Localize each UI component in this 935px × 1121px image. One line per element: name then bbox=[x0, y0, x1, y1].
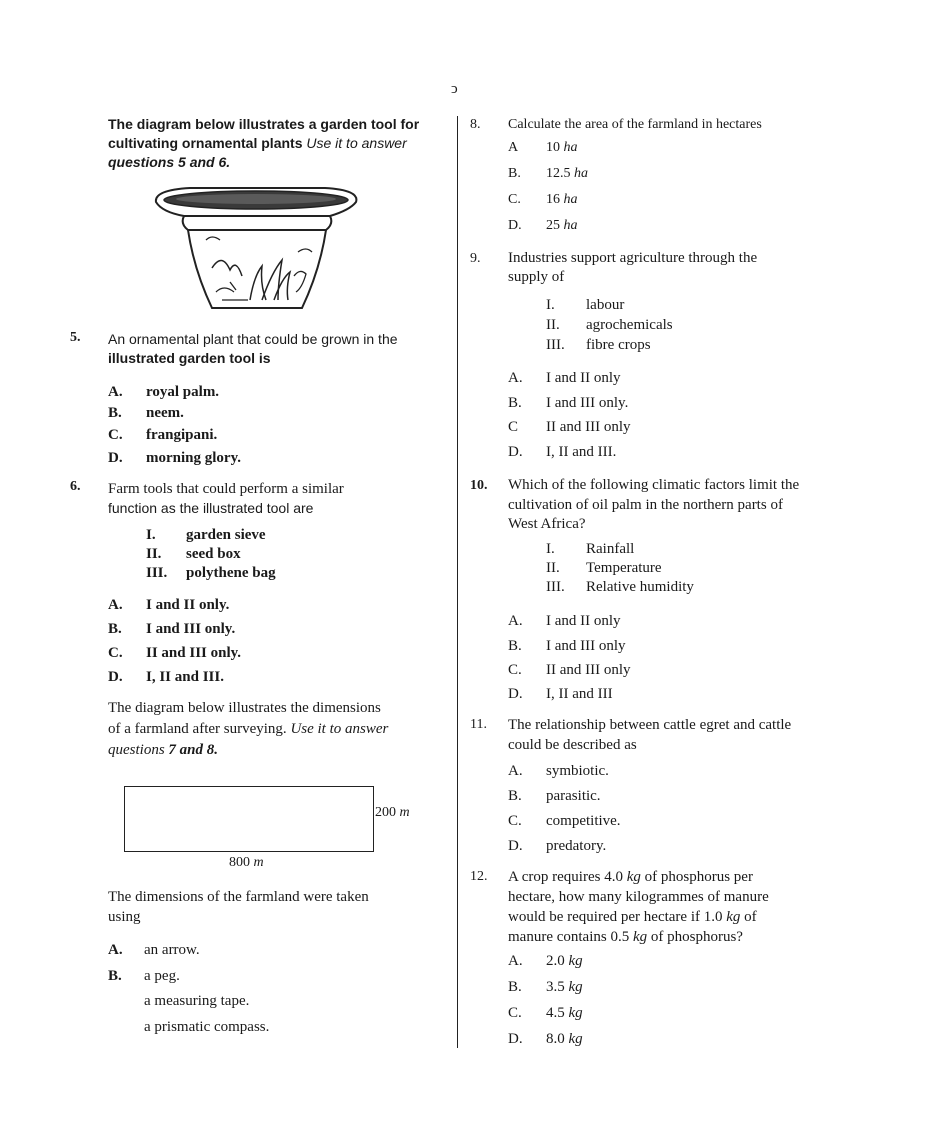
question-9-stem bbox=[508, 249, 908, 287]
option-text: II and III only bbox=[546, 662, 631, 678]
intro-instruction: questions bbox=[108, 742, 165, 758]
option-label: C. bbox=[108, 427, 123, 443]
option-value: 10 bbox=[546, 140, 560, 155]
roman-label: III. bbox=[146, 565, 168, 581]
stem-unit: kg bbox=[626, 869, 641, 885]
page-mark: ↄ bbox=[451, 81, 458, 97]
option-unit: kg bbox=[568, 1005, 583, 1021]
intro-q5-q6 bbox=[108, 115, 453, 172]
option-label: B. bbox=[108, 405, 122, 421]
farmland-width-label bbox=[229, 853, 264, 872]
option-text: an arrow. bbox=[144, 942, 200, 958]
stem-text: manure contains 0.5 bbox=[508, 929, 630, 945]
option-label: C. bbox=[508, 192, 521, 207]
stem-line: Farm tools that could perform a similar bbox=[108, 481, 344, 497]
roman-label: II. bbox=[546, 560, 560, 576]
option-value: 4.5 bbox=[546, 1005, 565, 1021]
option-unit: ha bbox=[563, 140, 578, 155]
stem-text: of phosphorus? bbox=[650, 929, 743, 945]
option-label: B. bbox=[108, 968, 122, 984]
option-label: A. bbox=[508, 613, 523, 629]
option-text: I and II only bbox=[546, 370, 621, 386]
option-label: B. bbox=[508, 166, 521, 181]
intro-instruction: 5 and 6. bbox=[178, 154, 231, 170]
roman-label: II. bbox=[146, 546, 162, 562]
option-text bbox=[546, 138, 578, 157]
option-label: D. bbox=[508, 838, 523, 854]
option-text bbox=[546, 190, 578, 209]
option-text: a prismatic compass. bbox=[144, 1019, 270, 1035]
farmland-rectangle bbox=[124, 786, 374, 852]
option-text: competitive. bbox=[546, 813, 621, 829]
farmland-height-label bbox=[375, 803, 410, 822]
option-label: A. bbox=[108, 384, 123, 400]
intro-q7-q8 bbox=[108, 698, 453, 761]
option-text: royal palm. bbox=[146, 384, 220, 400]
option-unit: kg bbox=[568, 953, 583, 969]
question-12-number: 12. bbox=[470, 869, 488, 884]
option-text bbox=[546, 164, 588, 183]
roman-text: garden sieve bbox=[186, 527, 266, 543]
option-label: A bbox=[508, 140, 519, 155]
stem-line bbox=[508, 907, 908, 927]
stem-line bbox=[508, 927, 908, 947]
intro-line bbox=[108, 719, 453, 740]
option-label: B. bbox=[508, 788, 522, 804]
roman-text: agrochemicals bbox=[586, 317, 673, 333]
option-text: I and II only. bbox=[146, 597, 230, 613]
option-text: predatory. bbox=[546, 838, 607, 854]
intro-line bbox=[108, 134, 453, 153]
option-text bbox=[546, 952, 583, 971]
intro-instruction: 7 and 8. bbox=[168, 742, 219, 758]
stem-text: A crop requires 4.0 bbox=[508, 869, 623, 885]
intro-line: The diagram below illustrates the dimensions bbox=[108, 700, 381, 716]
option-value: 25 bbox=[546, 218, 560, 233]
stem-line: Which of the following climatic factors limit the bbox=[508, 477, 800, 493]
option-unit: kg bbox=[568, 979, 583, 995]
stem-line: illustrated garden tool is bbox=[108, 350, 271, 366]
option-value: 16 bbox=[546, 192, 560, 207]
question-7-stem bbox=[108, 887, 453, 927]
roman-label: II. bbox=[546, 317, 560, 333]
option-text: morning glory. bbox=[146, 450, 242, 466]
roman-text: polythene bag bbox=[186, 565, 276, 581]
option-text: I, II and III bbox=[546, 686, 613, 702]
roman-text: Rainfall bbox=[586, 541, 635, 557]
option-unit: ha bbox=[563, 192, 578, 207]
roman-text: seed box bbox=[186, 546, 241, 562]
option-unit: ha bbox=[563, 218, 578, 233]
roman-text: Temperature bbox=[586, 560, 662, 576]
option-text: I and II only bbox=[546, 613, 621, 629]
option-label: D. bbox=[508, 686, 523, 702]
option-text: I, II and III. bbox=[146, 669, 224, 685]
option-unit: kg bbox=[568, 1031, 583, 1047]
option-label: C. bbox=[508, 662, 522, 678]
option-label: C. bbox=[508, 813, 522, 829]
option-value: 12.5 bbox=[546, 166, 571, 181]
option-text: II and III only bbox=[546, 419, 631, 435]
question-9-number: 9. bbox=[470, 251, 481, 266]
garden-pot-diagram bbox=[150, 180, 365, 320]
option-label: A. bbox=[508, 953, 523, 969]
option-text: a measuring tape. bbox=[144, 993, 250, 1009]
option-label: D. bbox=[508, 444, 523, 460]
stem-line: supply of bbox=[508, 269, 565, 285]
question-8-stem: Calculate the area of the farmland in hectares bbox=[508, 117, 762, 132]
roman-text: fibre crops bbox=[586, 337, 651, 353]
intro-instruction: questions bbox=[108, 154, 175, 170]
stem-line: could be described as bbox=[508, 737, 637, 753]
option-text: a peg. bbox=[144, 968, 180, 984]
stem-line: The relationship between cattle egret and cattle bbox=[508, 717, 792, 733]
option-label: A. bbox=[508, 370, 523, 386]
intro-text: cultivating ornamental plants bbox=[108, 135, 303, 151]
roman-label: III. bbox=[546, 579, 565, 595]
height-value: 200 bbox=[375, 805, 396, 820]
option-label: A. bbox=[508, 763, 523, 779]
intro-instruction: Use it to answer bbox=[290, 721, 389, 737]
stem-line: hectare, how many kilogrammes of manure bbox=[508, 889, 769, 905]
stem-line: West Africa? bbox=[508, 516, 586, 532]
option-value: 3.5 bbox=[546, 979, 565, 995]
stem-line: cultivation of oil palm in the northern parts of bbox=[508, 496, 783, 513]
question-5-stem bbox=[108, 330, 453, 368]
question-6-stem bbox=[108, 480, 453, 518]
question-10-stem bbox=[508, 476, 908, 535]
stem-text: of phosphorus per bbox=[644, 869, 753, 885]
stem-line: function as the illustrated tool are bbox=[108, 500, 314, 516]
option-text: I and III only bbox=[546, 638, 626, 654]
stem-line: An ornamental plant that could be grown in the bbox=[108, 331, 398, 347]
intro-instruction: Use it to answer bbox=[306, 135, 407, 151]
roman-label: I. bbox=[546, 541, 555, 557]
question-5-number: 5. bbox=[70, 330, 81, 345]
question-8-number: 8. bbox=[470, 117, 481, 132]
option-text: parasitic. bbox=[546, 788, 601, 804]
option-text bbox=[546, 1004, 583, 1023]
option-value: 2.0 bbox=[546, 953, 565, 969]
question-12-stem bbox=[508, 867, 908, 947]
option-label: B. bbox=[508, 979, 522, 995]
option-text: neem. bbox=[146, 405, 184, 421]
option-label: D. bbox=[508, 218, 522, 233]
option-unit: ha bbox=[574, 166, 588, 181]
roman-label: I. bbox=[146, 527, 156, 543]
option-text: I and III only. bbox=[146, 621, 236, 637]
width-value: 800 bbox=[229, 855, 250, 870]
intro-line: The diagram below illustrates a garden tool for bbox=[108, 116, 420, 132]
stem-text: of bbox=[744, 909, 757, 925]
option-label: D. bbox=[108, 450, 123, 466]
roman-text: labour bbox=[586, 297, 625, 313]
option-label: B. bbox=[508, 395, 522, 411]
option-label: D. bbox=[108, 669, 123, 685]
height-unit: m bbox=[399, 805, 410, 820]
option-text: frangipani. bbox=[146, 427, 218, 443]
question-6-number: 6. bbox=[70, 479, 81, 494]
option-text: I, II and III. bbox=[546, 444, 617, 460]
option-text bbox=[546, 216, 578, 235]
stem-line: using bbox=[108, 909, 141, 925]
stem-unit: kg bbox=[726, 909, 741, 925]
intro-text: of a farmland after surveying. bbox=[108, 721, 287, 737]
option-text: II and III only. bbox=[146, 645, 242, 661]
stem-line bbox=[508, 867, 908, 887]
option-value: 8.0 bbox=[546, 1031, 565, 1047]
option-label: C. bbox=[508, 1005, 522, 1021]
option-label: D. bbox=[508, 1031, 523, 1047]
roman-label: III. bbox=[546, 337, 565, 353]
option-text: I and III only. bbox=[546, 395, 629, 411]
intro-line bbox=[108, 153, 453, 172]
option-label: C bbox=[508, 419, 519, 435]
option-label: C. bbox=[108, 645, 123, 661]
option-label: B. bbox=[108, 621, 122, 637]
question-11-number: 11. bbox=[470, 717, 487, 732]
option-text bbox=[546, 1030, 583, 1049]
stem-line: The dimensions of the farmland were taken bbox=[108, 889, 369, 905]
width-unit: m bbox=[253, 855, 264, 870]
roman-text: Relative humidity bbox=[586, 579, 694, 595]
option-label: A. bbox=[108, 597, 123, 613]
option-text bbox=[546, 978, 583, 997]
option-label: A. bbox=[108, 942, 123, 958]
stem-text: would be required per hectare if 1.0 bbox=[508, 909, 723, 925]
option-text: symbiotic. bbox=[546, 763, 609, 779]
stem-line: Industries support agriculture through the bbox=[508, 250, 758, 266]
intro-line bbox=[108, 740, 453, 761]
stem-unit: kg bbox=[632, 929, 648, 945]
option-label: B. bbox=[508, 638, 522, 654]
question-11-stem bbox=[508, 715, 908, 755]
roman-label: I. bbox=[546, 297, 555, 313]
column-divider bbox=[457, 116, 458, 1048]
question-10-number: 10. bbox=[470, 478, 488, 493]
